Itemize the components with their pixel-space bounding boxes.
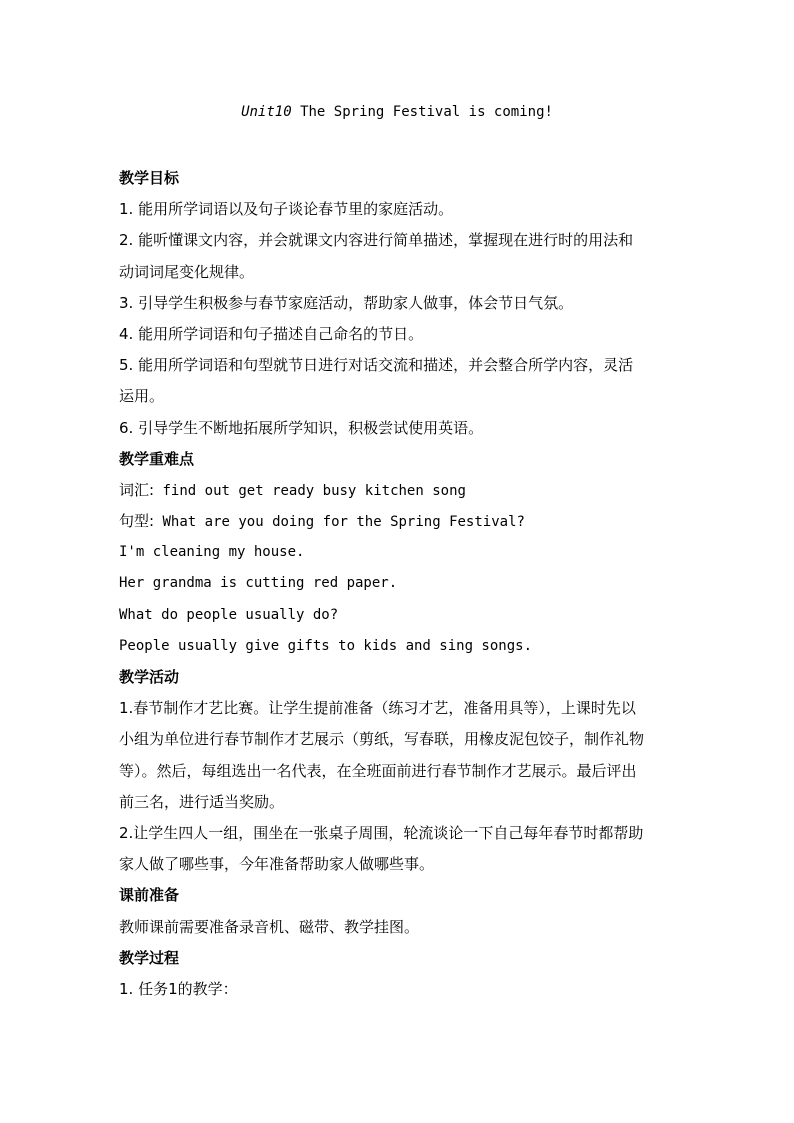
- activity-line: 家人做了哪些事，今年准备帮助家人做哪些事。: [119, 855, 435, 874]
- preparation-heading: 课前准备: [119, 886, 180, 905]
- activity-line: 小组为单位进行春节制作才艺展示（剪纸，写春联，用橡皮泥包饺子，制作礼物: [119, 730, 645, 749]
- vocab-line: [119, 475, 679, 506]
- sentence-example: Her grandma is cutting red paper.: [119, 575, 398, 592]
- key-points-heading: 教学重难点: [119, 449, 195, 468]
- title-text: The Spring Festival is coming!: [291, 104, 553, 120]
- activity-line: 1.春节制作才艺比赛。让学生提前准备（练习才艺，准备用具等），上课时先以: [119, 699, 636, 718]
- activity-line: 等）。然后，每组选出一名代表，在全班面前进行春节制作才艺展示。最后评出: [119, 761, 637, 780]
- vocab-list: find out get ready busy kitchen song: [154, 482, 466, 499]
- activities-heading: 教学活动: [119, 668, 180, 686]
- objectives-heading: 教学目标: [119, 169, 180, 187]
- objective-line: 2. 能听懂课文内容，并会就课文内容进行简单描述，掌握现在进行时的用法和: [119, 231, 634, 250]
- sentence-pattern-line: [119, 506, 679, 537]
- vocab-label: 词汇:: [119, 480, 155, 499]
- sentence-example: What do people usually do?: [119, 606, 339, 623]
- sentence-example: People usually give gifts to kids and sing songs.: [119, 637, 533, 654]
- objective-line: 5. 能用所学词语和句型就节日进行对话交流和描述，并会整合所学内容，灵活: [119, 356, 634, 375]
- title-unit: Unit10: [241, 104, 292, 120]
- objective-line: 6. 引导学生不断地拓展所学知识，积极尝试使用英语。: [119, 418, 484, 437]
- objective-line: 1. 能用所学词语以及句子谈论春节里的家庭活动。: [119, 200, 454, 219]
- objective-line: 运用。: [119, 387, 165, 406]
- objective-line: 动词词尾变化规律。: [119, 262, 255, 281]
- process-heading: 教学过程: [119, 948, 180, 967]
- objective-line: 3. 引导学生积极参与春节家庭活动，帮助家人做事，体会节日气氛。: [119, 293, 574, 312]
- document-body: [119, 163, 679, 1005]
- sentence-label: 句型:: [119, 512, 155, 531]
- document-title: [0, 102, 794, 122]
- objective-line: 4. 能用所学词语和句子描述自己命名的节日。: [119, 324, 424, 343]
- sentence-example: I'm cleaning my house.: [119, 544, 305, 561]
- process-item: 1. 任务1的教学：: [119, 979, 238, 998]
- preparation-text: 教师课前需要准备录音机、磁带、教学挂图。: [119, 917, 420, 936]
- sentence-pattern: What are you doing for the Spring Festival?: [154, 514, 525, 531]
- activity-line: 前三名，进行适当奖励。: [119, 792, 285, 811]
- activity-line: 2.让学生四人一组，围坐在一张桌子周围，轮流谈论一下自己每年春节时都帮助: [119, 823, 644, 842]
